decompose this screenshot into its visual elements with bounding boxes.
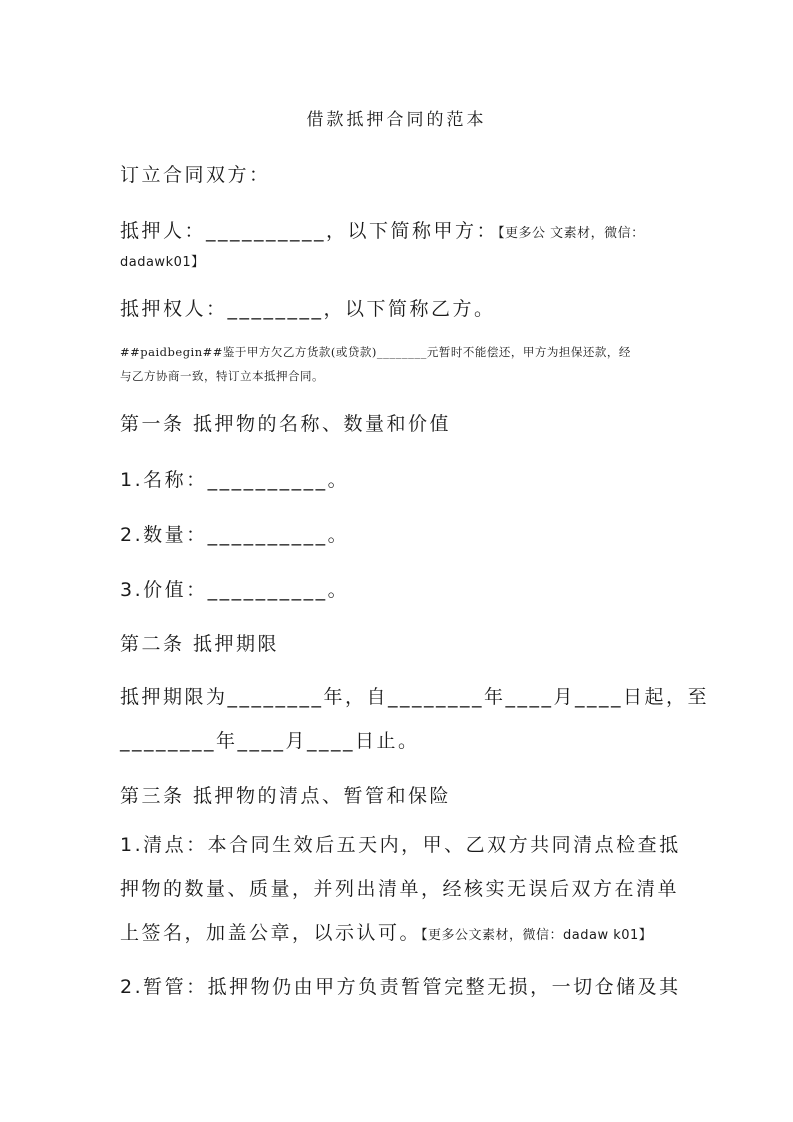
parties-heading: 订立合同双方： bbox=[120, 164, 271, 186]
preamble-line-1: ##paidbegin##鉴于甲方欠乙方货款(或贷款)________元暂时不能偿还，甲方为担保还款，经 bbox=[120, 345, 631, 359]
article-3-p1-line-3-text: 上签名，加盖公章，以示认可。 bbox=[120, 922, 422, 944]
article-3-p1-line-1: 1.清点：本合同生效后五天内，甲、乙双方共同清点检查抵 bbox=[120, 834, 681, 856]
mortgagee-line: 抵押权人：________，以下简称乙方。 bbox=[120, 298, 496, 320]
article-3-paragraph-2 bbox=[120, 965, 681, 1009]
article-1-item-value: 3.价值：__________。 bbox=[120, 579, 350, 601]
article-2-line-2: ________年____月____日止。 bbox=[120, 730, 420, 752]
mortgagor-line bbox=[120, 216, 676, 243]
wechat-note-continued: dadawk01】 bbox=[120, 255, 205, 270]
article-2-heading: 第二条 抵押期限 bbox=[120, 633, 280, 655]
article-2-body bbox=[120, 675, 710, 763]
wechat-note-2: 【更多公文素材，微信：dadaw k01】 bbox=[421, 928, 653, 943]
wechat-note: 【更多公 文素材，微信： bbox=[498, 226, 645, 241]
mortgagor-text: 抵押人：__________，以下简称甲方： bbox=[120, 220, 499, 242]
article-3-p1-line-3 bbox=[120, 911, 676, 958]
article-3-heading: 第三条 抵押物的清点、暂管和保险 bbox=[120, 785, 452, 807]
article-3-p1-line-2: 押物的数量、质量，并列出清单，经核实无误后双方在清单 bbox=[120, 878, 680, 900]
document-title: 借款抵押合同的范本 bbox=[306, 110, 487, 130]
article-2-line-1: 抵押期限为________年，自________年____月____日起，至 bbox=[120, 686, 710, 708]
article-1-heading: 第一条 抵押物的名称、数量和价值 bbox=[120, 413, 452, 435]
article-3-paragraph-1 bbox=[120, 823, 681, 958]
article-3-p2-line-1: 2.暂管：抵押物仍由甲方负责暂管完整无损，一切仓储及其 bbox=[120, 976, 681, 998]
preamble-line-2: 与乙方协商一致，特订立本抵押合同。 bbox=[120, 369, 324, 383]
article-1-item-quantity: 2.数量：__________。 bbox=[120, 524, 350, 546]
article-1-item-name: 1.名称：__________。 bbox=[120, 469, 350, 491]
